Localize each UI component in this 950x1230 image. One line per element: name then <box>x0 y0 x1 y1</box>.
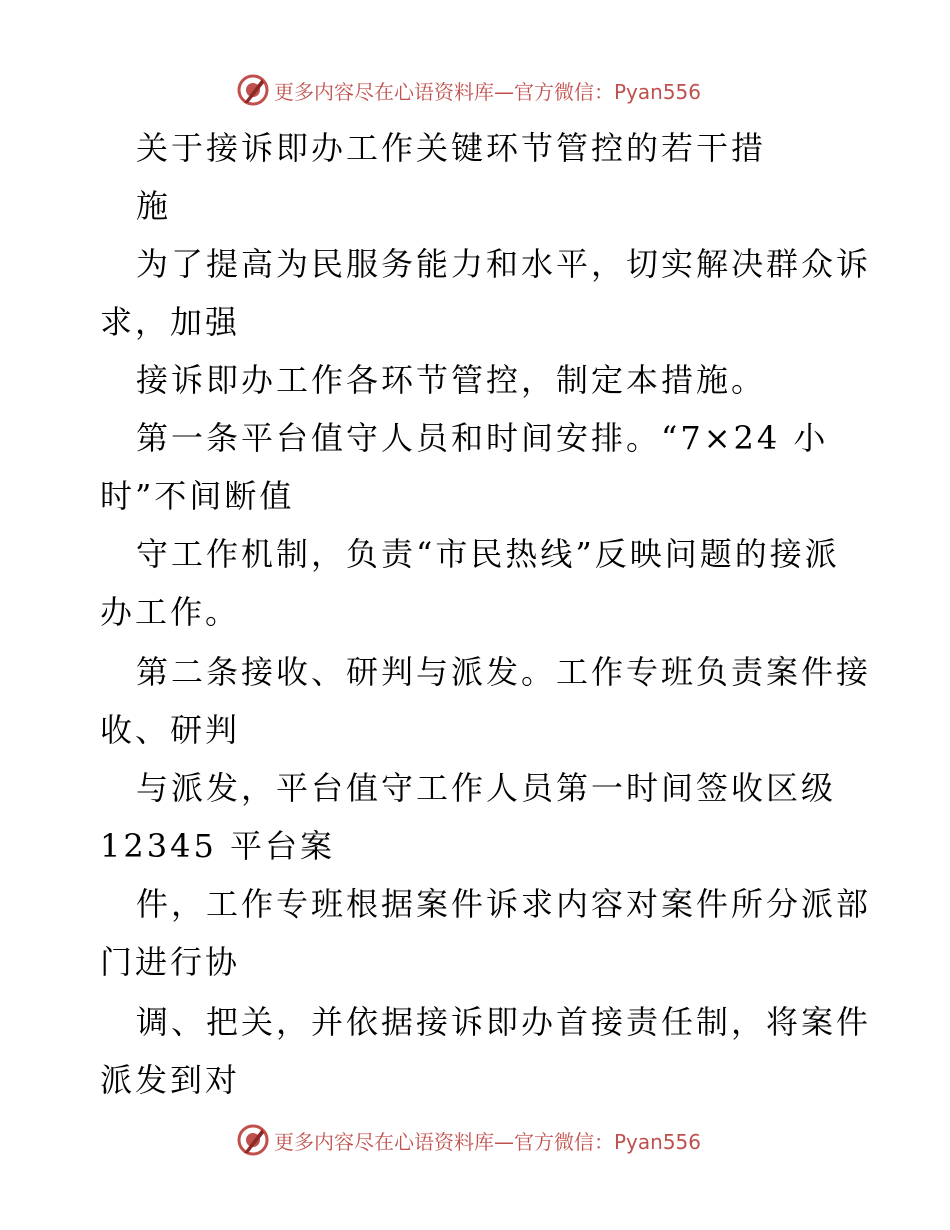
paragraph-line: 守工作机制，负责“市民热线”反映问题的接派 <box>136 535 840 573</box>
paragraph-line: 与派发，平台值守工作人员第一时间签收区级 <box>136 769 837 807</box>
title-line-2: 施 <box>136 187 172 225</box>
paragraph-line: 门进行协 <box>100 943 241 981</box>
paragraph-line: 时”不间断值 <box>100 477 295 515</box>
paragraph-line: 办工作。 <box>100 593 241 631</box>
paragraph-line: 接诉即办工作各环节管控，制定本措施。 <box>136 361 767 399</box>
paragraph-line: 第二条接收、研判与派发。工作专班负责案件接 <box>136 653 872 691</box>
header-watermark-banner <box>236 72 701 108</box>
paragraph-line: 件，工作专班根据案件诉求内容对案件所分派部 <box>136 885 872 923</box>
quill-logo-icon <box>236 73 270 107</box>
paragraph-line: 派发到对 <box>100 1061 241 1099</box>
paragraph-line: 第一条平台值守人员和时间安排。“7×24 小 <box>136 419 829 457</box>
paragraph-line: 求，加强 <box>100 303 241 341</box>
footer-watermark-banner <box>236 1122 701 1158</box>
paragraph-line: 为了提高为民服务能力和水平，切实解决群众诉 <box>136 245 872 283</box>
title-line-1: 关于接诉即办工作关键环节管控的若干措 <box>136 129 767 167</box>
paragraph-line: 收、研判 <box>100 711 241 749</box>
header-banner-text: 更多内容尽在心语资料库—官方微信：Pyan556 <box>274 79 702 104</box>
footer-banner-text: 更多内容尽在心语资料库—官方微信：Pyan556 <box>274 1129 702 1154</box>
paragraph-line: 12345 平台案 <box>100 827 335 865</box>
quill-logo-icon <box>236 1123 270 1157</box>
paragraph-line: 调、把关，并依据接诉即办首接责任制，将案件 <box>136 1003 872 1041</box>
